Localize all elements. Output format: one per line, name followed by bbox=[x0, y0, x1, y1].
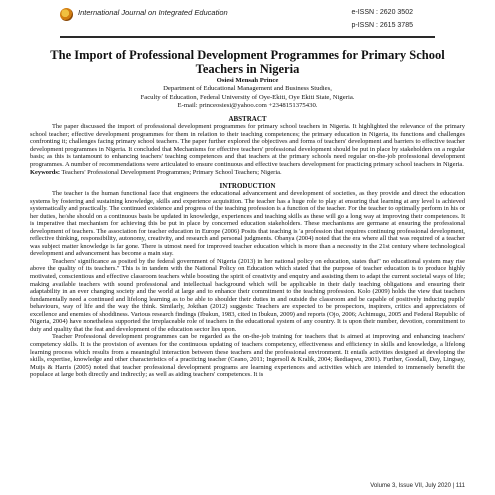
intro-paragraph-3: Teacher Professional development programmes can be regarded as the on-the-job training for teachers that is aimed at improving and enhancing teachers' competency skills. It is the provision of avenues for the continuous updating of teachers competency, effectiveness and efficiency in skills and knowledge, a lifelong learning process which results from a meaningful interaction between these teachers and the professional environment. It entails activities designed at developing the skills, expertise, knowledge and other characteristics of a practicing teacher (Ceano, 2011; Ingersoll & Kralik, 2004; Ikediaqwu, 2001). Further, Goodall, Day, Lingsay, Muijs & Harris (2005) noted that teacher professional development programs are learning experiences and activities which are intended to immensely benefit the populace at large both directly and indirectly; as well as aiding teachers' competences. It is bbox=[30, 333, 465, 379]
keywords-text: Teachers' Professional Development Programmes; Primary School Teachers; Nigeria. bbox=[61, 169, 282, 177]
paper-title: The Import of Professional Development Programmes for Primary School Teachers in Nigeria bbox=[50, 48, 445, 76]
author-block bbox=[30, 77, 465, 110]
intro-paragraph-1: The teacher is the human functional face that engineers the educational advancement and development of societies, as they provide and direct the education systems by fostering and sustaining knowledge, skills and experience acquisition. The teacher has a huge role to play at ensuring that learning at any level is achieved systematically and practically. The continued existence and progress of the teaching profession is a function of the teacher. For the teacher to optimally perform in his or her duties, he/she should on a continuous basis be updated in knowledge, experiences and teaching skills as these will go a long way at improving their competences. It is imperative that mechanism for achieving this be put in place by concerned education stakeholders. These mechanisms are germane at ensuring the professional development of teachers. The association for teacher education in Europe (2006) Posits that teaching is 'a profession that requires continuing professional development, reflective thinking, responsibility, autonomy, creativity, and research and personal judgments. Obanya (2004) noted that the era where all that was required of a teacher was subject matter knowledge is far gone. There is utmost need for improved teacher education which is more than a necessity in the 21st century where technological development and advancement has become a main stay. bbox=[30, 190, 465, 258]
author-faculty: Faculty of Education, Federal University of Oye-Ekiti, Oye Ekiti State, Nigeria. bbox=[140, 93, 355, 101]
intro-paragraph-2: Teachers' significance as posited by the federal government of Nigeria (2013) in her national policy on education, states that" no educational system may rise above the quality of its teachers." This is in tandem with the National Policy on Education which stated that the purpose of teacher education is to produce highly motivated, conscientious and effective classroom teachers while boosting the spirit of creativity and enquiry and assisting them to adapt the current societal ways of life; making available teachers with sound professional and intellectual background which will be applicable in their daily teaching obligations and ensuring their adaptability in an ever changing society and the world at large and to enhance their commitment to the teaching profession. Kolo (2009) holds the view that teachers fundamentally need a continued and lifelong learning as to be able to shoulder their duties in and outside the classroom and be capable of positively inducing pupils' behaviours, way of life and the way the think. Similarly, Jokthan (2012) suggests: Teachers are expected to be prospectors, inspirers, critics and appreciators of excellence and enemies of shoddiness. Various research findings (Ibukun, 1983, cited in Ibukun, 2009) and reports (Ojo, 2006; Achimugu, 2005 and Federal Republic of Nigeria, 2004) have nonetheless supported the irreplaceable role of teachers in the educational system of any country. It is upon their number, devotion, commitment to duty and quality that the feat and development of the education sector lies upon. bbox=[30, 257, 465, 333]
pissn: p-ISSN : 2615 3785 bbox=[351, 22, 413, 29]
page-footer: Volume 3, Issue VII, July 2020 | 111 bbox=[370, 483, 465, 489]
abstract-heading: ABSTRACT bbox=[228, 115, 267, 124]
issn-block bbox=[352, 6, 414, 32]
header-rule bbox=[60, 36, 435, 38]
journal-name: International Journal on Integrated Education bbox=[78, 8, 228, 17]
author-name: Osiesi Mensah Prince bbox=[216, 77, 279, 84]
abstract-text: The paper discussed the import of professional development programmes for primary school teachers in Nigeria. It highlighted the relevance of the primary school teacher; effective development programmes for them in relation to their teaching competences; the primary education in Nigeria, its functions and challenges confronting it; challenges facing primary school teachers. The paper further explored the objectives and forms of teachers' development and barriers to effective teacher development programmes in Nigeria. It concluded that Mechanisms for effective teachers' professional development should be put in place by stakeholders on a regular basis; as this is tantamount to enhancing teachers' teaching competences and that teachers at the primary schools need regular on-the-job professional development programmes. A number of recommendations were articulated to ensure continuous and effective teachers development for practicing primary school teachers in Nigeria. bbox=[30, 123, 465, 168]
author-email: E-mail: princeosiesi@yahoo.com +2348151375430. bbox=[177, 101, 318, 109]
introduction-heading: INTRODUCTION bbox=[219, 182, 276, 191]
journal-logo-icon bbox=[60, 8, 73, 21]
author-department: Department of Educational Management and Business Studies, bbox=[163, 85, 332, 93]
keywords-label: Keywords: bbox=[30, 169, 61, 177]
eissn: e-ISSN : 2620 3502 bbox=[351, 9, 413, 16]
keywords-line bbox=[30, 169, 465, 177]
journal-header bbox=[30, 0, 465, 48]
